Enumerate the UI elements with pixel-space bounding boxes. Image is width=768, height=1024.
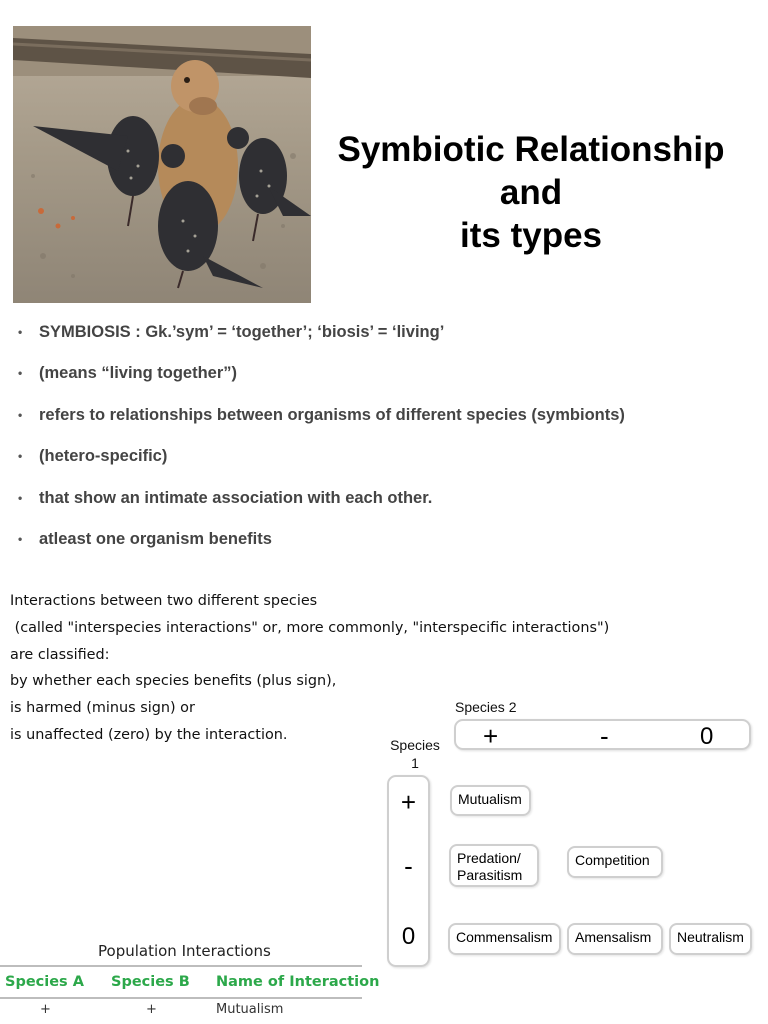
bullet-dot-icon: • xyxy=(18,490,23,505)
interactions-line: is unaffected (zero) by the interaction. xyxy=(10,726,288,743)
cell-commensalism: Commensalism xyxy=(448,923,561,955)
species-2-label: Species 2 xyxy=(455,699,517,715)
species-1-sign-column xyxy=(387,775,430,967)
bullet-dot-icon: • xyxy=(18,366,23,381)
bullet-item xyxy=(18,403,758,444)
bullet-item xyxy=(18,320,758,361)
row-plus-sign: + xyxy=(400,787,417,817)
bullet-item xyxy=(18,527,758,568)
bullet-text: refers to relationships between organisms of different species (symbionts) xyxy=(39,405,625,424)
cell-neutralism: Neutralism xyxy=(669,923,752,955)
species-1-label xyxy=(385,736,445,772)
bullet-text: atleast one organism benefits xyxy=(39,529,272,548)
bullet-item xyxy=(18,444,758,485)
header-name-of-interaction: Name of Interaction xyxy=(216,974,380,990)
column-plus-sign: + xyxy=(483,721,499,751)
species-2-sign-header xyxy=(454,719,751,750)
bullet-dot-icon: • xyxy=(18,325,23,339)
bullet-text: SYMBIOSIS : Gk.’sym’ = ‘together’; ‘biosis’ = ‘living’ xyxy=(39,323,445,341)
title-line-1: Symbiotic Relationship xyxy=(337,130,725,169)
row-minus-sign: - xyxy=(404,851,413,881)
interactions-line: is harmed (minus sign) or xyxy=(10,700,195,717)
cell-predation-parasitism xyxy=(449,844,539,887)
table-rule-middle xyxy=(0,997,362,999)
species-1-label-line2: 1 xyxy=(411,755,419,771)
cell-competition: Competition xyxy=(567,846,663,878)
bullet-list xyxy=(18,320,758,568)
photo-illustration xyxy=(13,26,311,303)
title-line-2: and xyxy=(499,173,563,212)
row-zero-sign: 0 xyxy=(401,923,416,950)
prairie-dog-with-starlings-photo xyxy=(13,26,311,303)
table-cell-interaction-name: Mutualism xyxy=(216,1002,284,1017)
cell-amensalism: Amensalism xyxy=(567,923,663,955)
column-zero-sign: 0 xyxy=(700,723,714,750)
interactions-line: are classified: xyxy=(10,646,110,663)
table-cell-species-b: + xyxy=(146,1002,157,1017)
cell-mutualism: Mutualism xyxy=(450,785,531,816)
cell-predation-line1: Predation/ xyxy=(457,850,521,866)
interactions-line: Interactions between two different species xyxy=(10,593,318,609)
bullet-text: (hetero-specific) xyxy=(39,447,168,466)
bullet-text: that show an intimate association with each other. xyxy=(39,488,433,507)
species-1-label-line1: Species xyxy=(390,737,440,753)
interactions-line: (called "interspecies interactions" or, more commonly, "interspecific interactions") xyxy=(10,619,610,636)
column-minus-sign: - xyxy=(600,721,609,751)
slide-title xyxy=(318,128,744,257)
bullet-item xyxy=(18,486,758,527)
cell-predation-line2: Parasitism xyxy=(457,867,523,883)
table-cell-species-a: + xyxy=(40,1002,51,1017)
bullet-text: (means “living together”) xyxy=(39,364,238,383)
bullet-dot-icon: • xyxy=(18,449,23,464)
population-table-title: Population Interactions xyxy=(98,942,271,960)
bullet-dot-icon: • xyxy=(18,531,23,546)
header-species-a: Species A xyxy=(5,974,84,990)
header-species-b: Species B xyxy=(111,974,190,990)
interactions-line: by whether each species benefits (plus sign), xyxy=(10,673,337,690)
bullet-item xyxy=(18,361,758,402)
title-line-3: its types xyxy=(460,216,602,255)
table-rule-top xyxy=(0,965,362,967)
bullet-dot-icon: • xyxy=(18,407,23,422)
